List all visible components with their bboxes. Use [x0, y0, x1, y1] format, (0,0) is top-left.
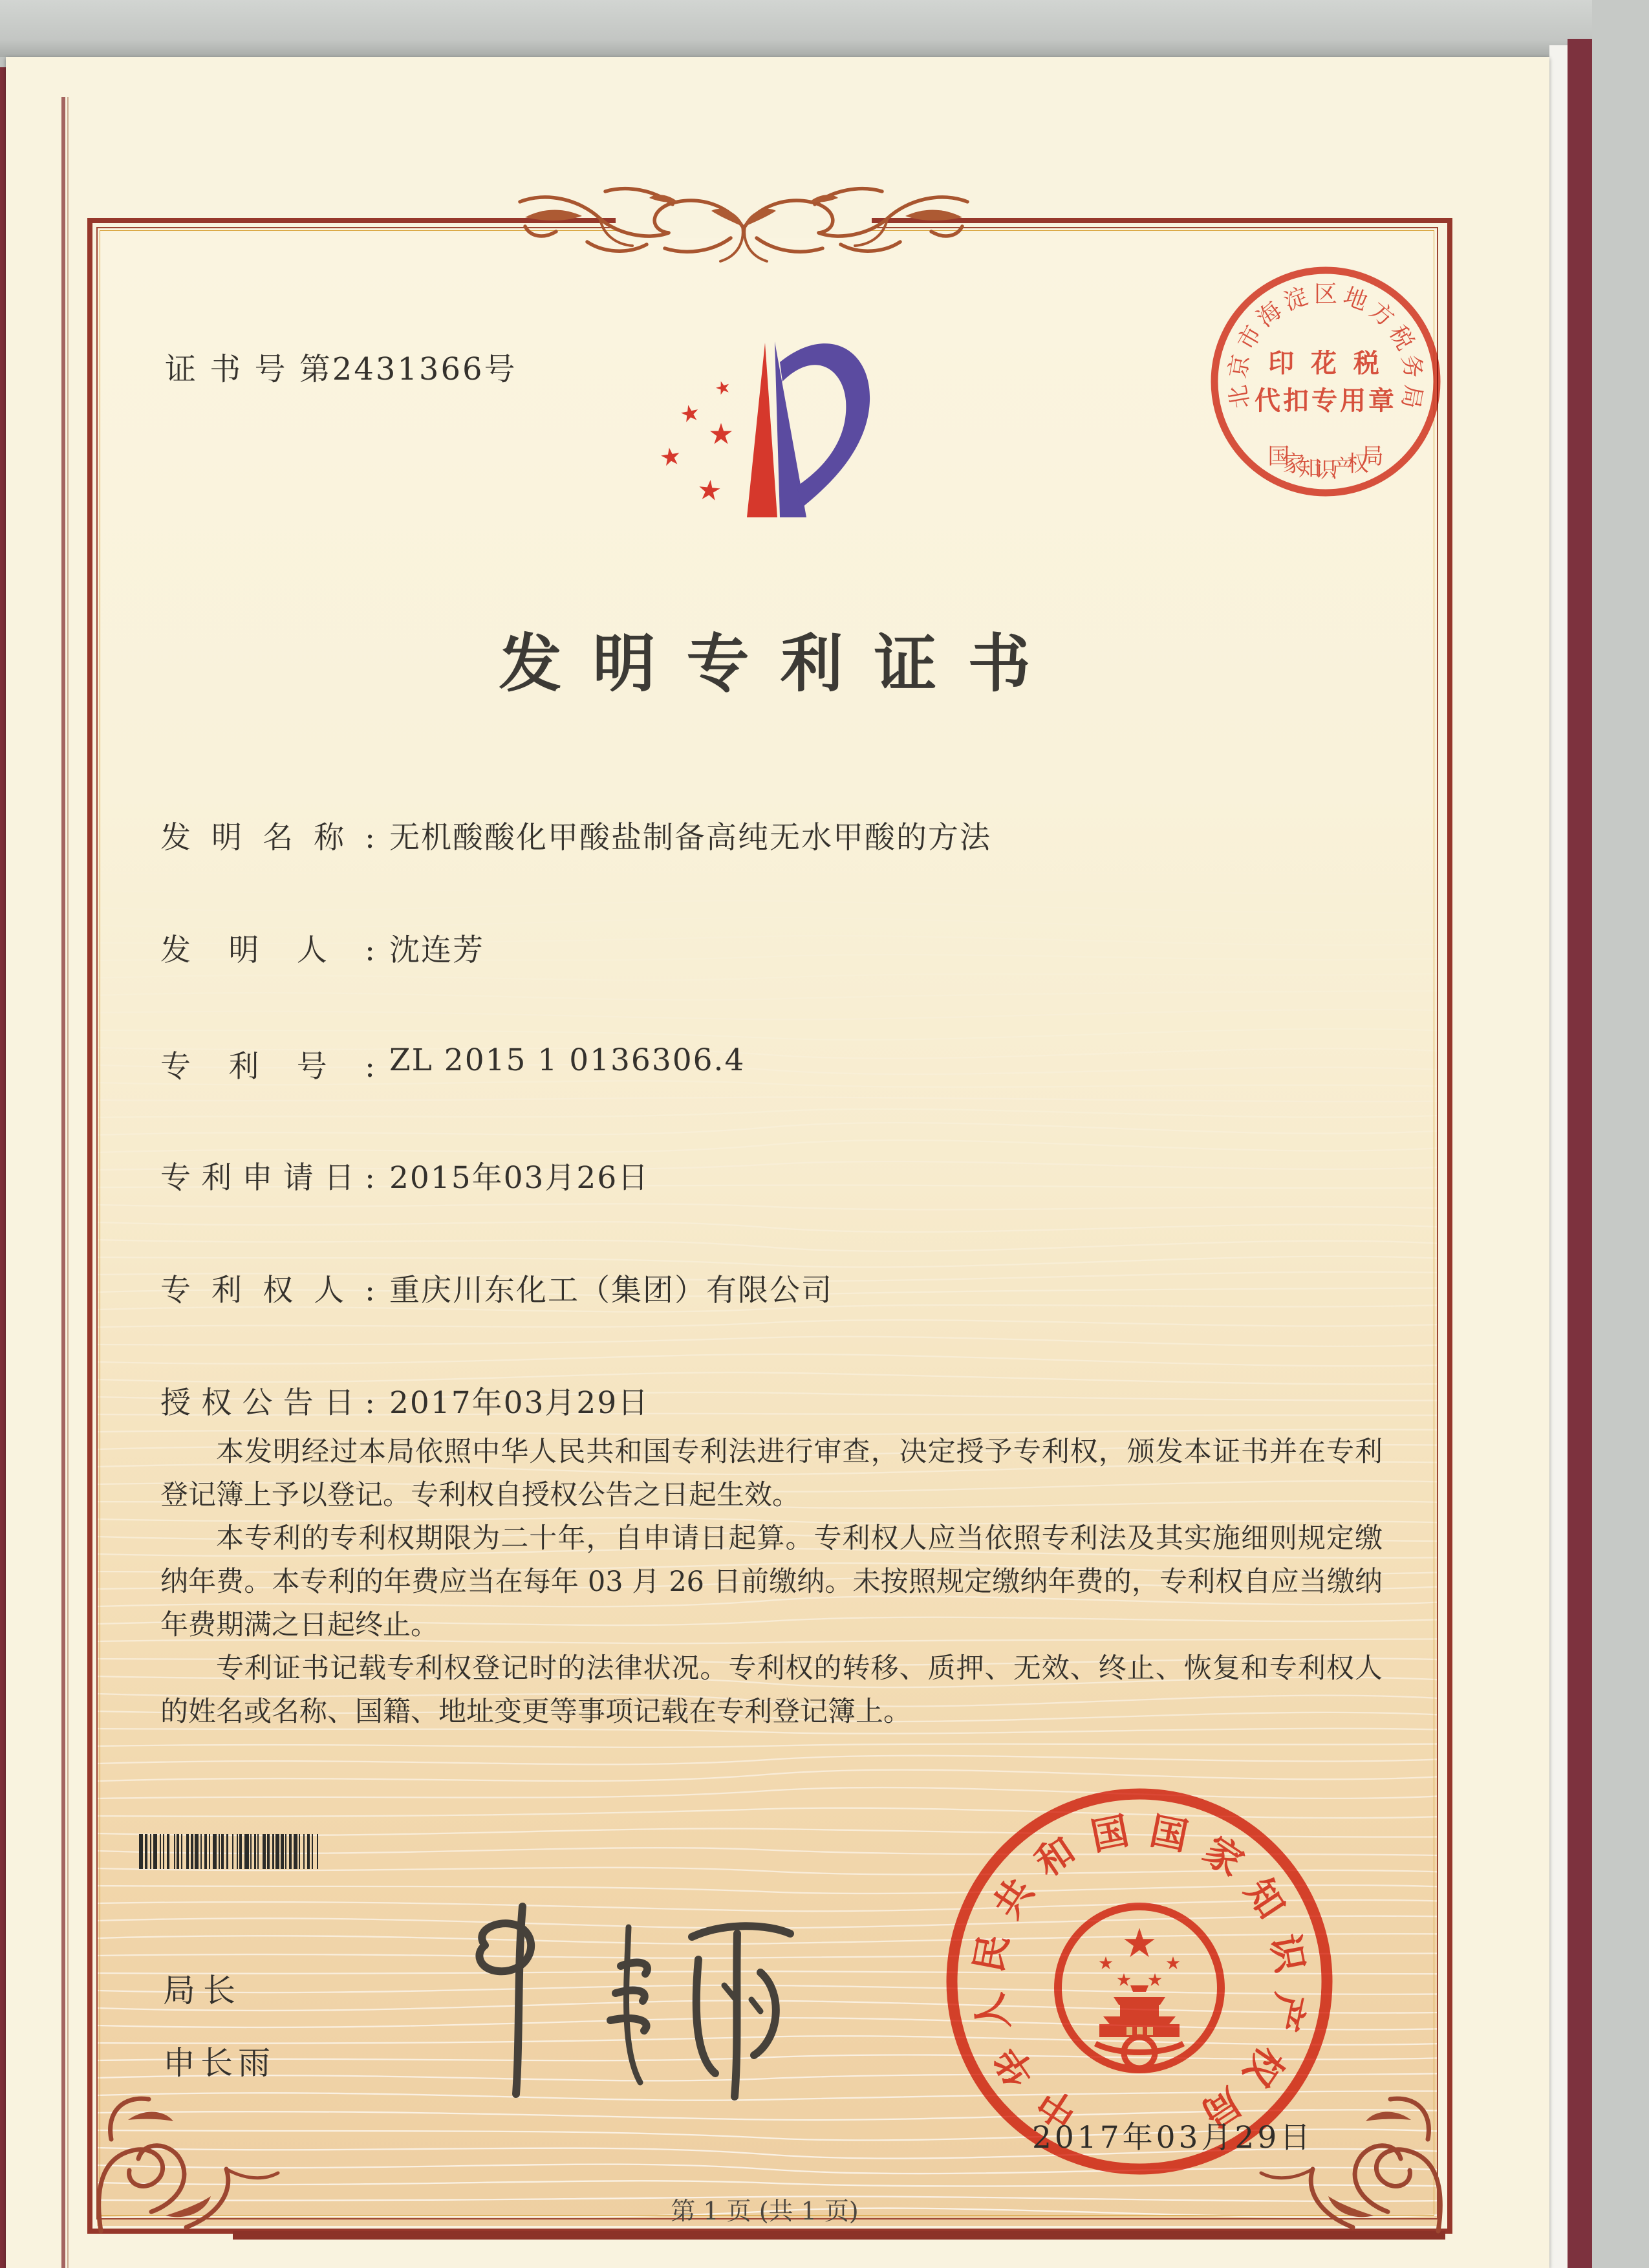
tax-stamp-line1: 印 花 税	[1268, 348, 1383, 378]
certificate-number: 证 书 号 第2431366号	[165, 351, 517, 387]
field-patentee	[160, 1266, 1389, 1310]
field-label: 专利号:	[160, 1049, 375, 1085]
svg-text:识: 识	[1315, 457, 1337, 483]
page-stack-edge	[1549, 45, 1568, 2268]
patent-office-logo	[608, 304, 879, 524]
barcode	[139, 1834, 371, 1869]
field-value: 2015年03月26日	[389, 1160, 650, 1196]
twin-dragon-ornament	[453, 154, 1035, 280]
svg-text:京: 京	[1224, 352, 1255, 380]
field-label: 发明人:	[160, 933, 375, 968]
svg-text:人: 人	[966, 1989, 1018, 2035]
svg-text:务: 务	[1396, 352, 1427, 380]
scanner-background-right	[1592, 0, 1649, 2268]
svg-text:方: 方	[1364, 297, 1399, 332]
field-value: ZL 2015 1 0136306.4	[389, 1042, 746, 1078]
svg-text:产: 产	[1261, 1989, 1313, 2035]
field-filing-date	[160, 1154, 1389, 1197]
folder-cover-edge-right	[1568, 39, 1592, 2268]
svg-text:华: 华	[986, 2038, 1044, 2095]
certificate-title: 发明专利证书	[499, 627, 1062, 700]
svg-text:共: 共	[985, 1870, 1042, 1927]
field-label: 授权公告日:	[160, 1385, 375, 1421]
commissioner-signature	[388, 1888, 815, 2108]
commissioner-name: 申长雨	[163, 2044, 275, 2082]
field-value: 2017年03月29日	[389, 1385, 650, 1421]
field-value: 无机酸酸化甲酸盐制备高纯无水甲酸的方法	[389, 820, 991, 856]
svg-text:权: 权	[1234, 2038, 1293, 2095]
page-fold-highlight	[67, 97, 69, 2268]
svg-text:识: 识	[1262, 1930, 1313, 1976]
svg-text:税: 税	[1384, 321, 1419, 355]
page-fold-line	[61, 97, 65, 2268]
svg-text:家: 家	[1282, 451, 1305, 477]
field-label: 专利申请日:	[160, 1160, 375, 1196]
legal-paragraph-2: 本专利的专利权期限为二十年，自申请日起算。专利权人应当依照专利法及其实施细则规定缴纳年费。本专利的年费应当在每年 03 月 26 日前缴纳。未按照规定缴纳年费的，专利权自应当缴纳年费期满之日起终止。	[160, 1522, 1383, 1642]
svg-text:海: 海	[1252, 297, 1288, 332]
legal-paragraph-1: 本发明经过本局依照中华人民共和国专利法进行审查，决定授予专利权，颁发本证书并在专利登记簿上予以登记。专利权自授权公告之日起生效。	[160, 1436, 1383, 1512]
folder-cover-edge-left	[0, 67, 6, 2268]
svg-text:权: 权	[1346, 451, 1369, 477]
svg-text:民: 民	[966, 1930, 1017, 1976]
svg-text:局: 局	[1361, 444, 1384, 470]
svg-text:地: 地	[1340, 283, 1372, 316]
scanner-background-top	[0, 0, 1649, 57]
field-value: 沈连芳	[389, 933, 484, 968]
svg-text:北: 北	[1224, 383, 1255, 411]
field-value: 重庆川东化工（集团）有限公司	[389, 1273, 833, 1308]
svg-text:知: 知	[1236, 1870, 1294, 1927]
tax-stamp-seal	[1193, 249, 1458, 514]
logo-red-spike	[747, 343, 777, 517]
svg-text:中: 中	[1029, 2079, 1085, 2137]
svg-text:国: 国	[1087, 1808, 1133, 1859]
field-label: 发明名称:	[160, 820, 375, 856]
svg-text:局: 局	[1396, 383, 1427, 411]
svg-text:淀: 淀	[1280, 283, 1311, 316]
national-emblem	[1058, 1906, 1221, 2069]
field-patent-number	[160, 1042, 1389, 1086]
legal-paragraph-3: 专利证书记载专利权登记时的法律状况。专利权的转移、质押、无效、终止、恢复和专利权人的姓名或名称、国籍、地址变更等事项记载在专利登记簿上。	[160, 1652, 1383, 1729]
page-number-footer: 第 1 页 (共 1 页)	[671, 2197, 859, 2225]
svg-text:市: 市	[1233, 321, 1267, 355]
svg-text:国: 国	[1146, 1808, 1192, 1859]
field-invention-title	[160, 814, 1389, 857]
svg-text:局: 局	[1194, 2079, 1249, 2137]
legal-text	[160, 1431, 1383, 1734]
svg-text:区: 区	[1313, 281, 1338, 308]
svg-text:国: 国	[1267, 444, 1290, 470]
field-label: 专利权人:	[160, 1273, 375, 1308]
svg-text:家: 家	[1196, 1828, 1252, 1886]
field-inventor	[160, 926, 1389, 969]
tax-stamp-line2: 代扣专用章	[1255, 385, 1397, 416]
field-grant-date	[160, 1379, 1389, 1422]
logo-stars	[661, 382, 732, 501]
svg-text:和: 和	[1027, 1828, 1083, 1886]
svg-text:产: 产	[1331, 455, 1353, 482]
commissioner-role-label: 局长	[163, 1972, 243, 2009]
seal-date: 2017年03月29日	[1032, 2120, 1314, 2155]
svg-text:知: 知	[1298, 455, 1320, 482]
